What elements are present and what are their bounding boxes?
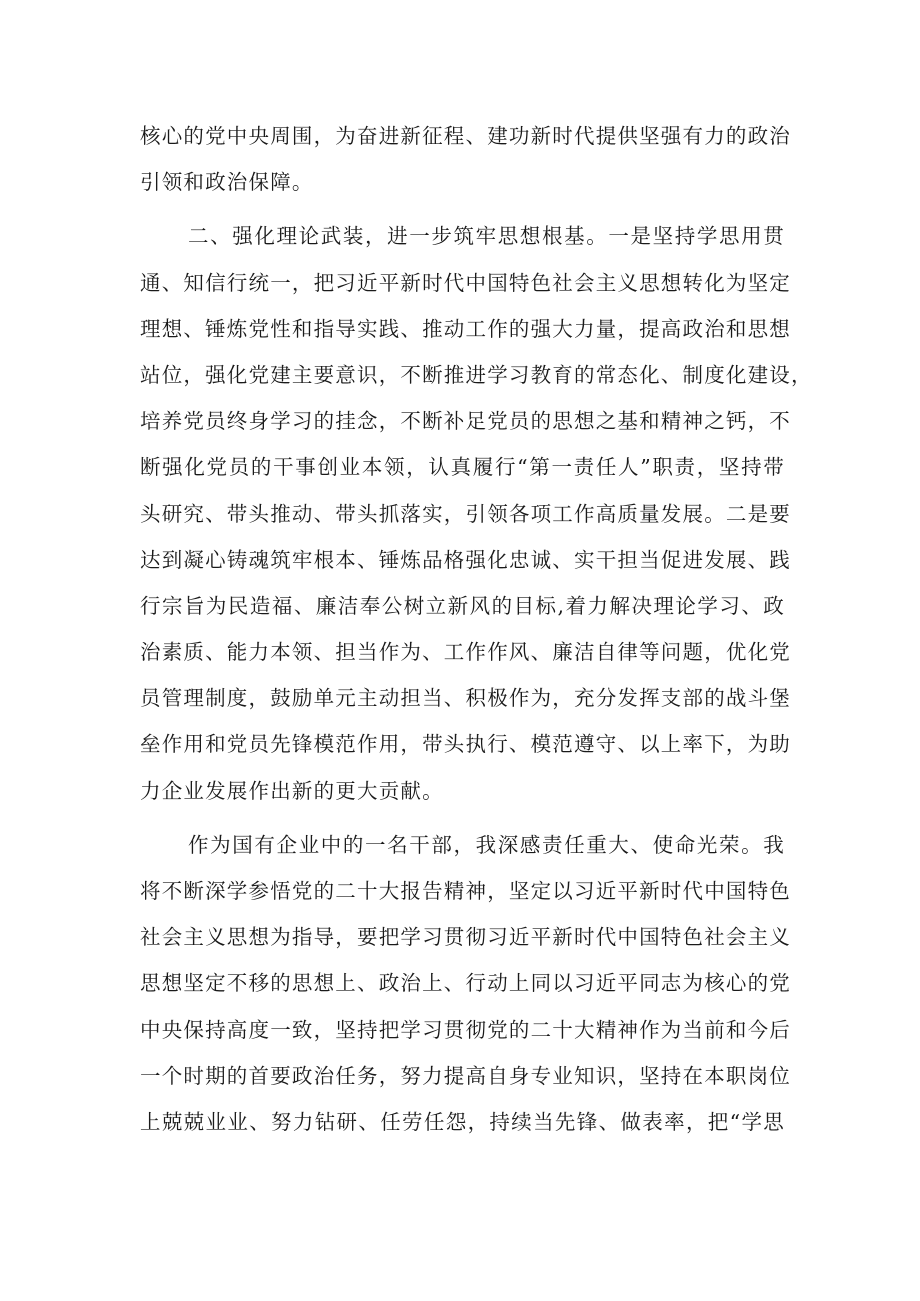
text-line: 社会主义思想为指导，要把学习贯彻习近平新时代中国特色社会主义 (140, 925, 791, 950)
text-line: 核心的党中央周围，为奋进新征程、建功新时代提供坚强有力的政治 (140, 124, 791, 148)
paragraph-1 (140, 113, 791, 205)
text-line: 中央保持高度一致，坚持把学习贯彻党的二十大精神作为当前和今后 (140, 1017, 791, 1042)
text-line: 将不断深学参悟党的二十大报告精神，坚定以习近平新时代中国特色 (140, 879, 791, 903)
text-line: 引领和政治保障。 (140, 170, 314, 195)
text-line: 员管理制度，鼓励单元主动担当、积极作为，充分发挥支部的战斗堡 (140, 686, 791, 711)
text-line: 达到凝心铸魂筑牢根本、锤炼品格强化忠诚、实干担当促进发展、践 (140, 547, 791, 572)
paragraph-2 (140, 213, 813, 813)
paragraph-3 (140, 822, 791, 1145)
text-line: 力企业发展作出新的更大贡献。 (140, 778, 444, 803)
text-line: 一个时期的首要政治任务，努力提高自身专业知识，坚持在本职岗位 (140, 1063, 791, 1088)
text-line: 垒作用和党员先锋模范作用，带头执行、模范遵守、以上率下，为助 (140, 732, 791, 757)
text-line: 培养党员终身学习的挂念，不断补足党员的思想之基和精神之钙，不 (140, 409, 791, 434)
text-line: 断强化党员的干事创业本领，认真履行“第一责任人”职责，坚持带 (140, 455, 785, 480)
text-line: 行宗旨为民造福、廉洁奉公树立新风的目标,着力解决理论学习、政 (140, 593, 785, 618)
text-line: 作为国有企业中的一名干部，我深感责任重大、使命光荣。我 (188, 832, 785, 857)
text-line: 上兢兢业业、努力钻研、任劳任怨，持续当先锋、做表率，把“学思 (140, 1109, 785, 1134)
text-line: 站位，强化党建主要意识，不断推进学习教育的常态化、制度化建设， (140, 362, 813, 387)
text-line: 通、知信行统一，把习近平新时代中国特色社会主义思想转化为坚定 (140, 270, 791, 295)
text-line: 理想、锤炼党性和指导实践、推动工作的强大力量，提高政治和思想 (140, 316, 791, 341)
text-line: 治素质、能力本领、担当作为、工作作风、廉洁自律等问题，优化党 (140, 640, 791, 665)
text-line: 二、强化理论武装，进一步筑牢思想根基。一是坚持学思用贯 (188, 224, 785, 249)
document-body (140, 113, 813, 1145)
text-line: 思想坚定不移的思想上、政治上、行动上同以习近平同志为核心的党 (140, 971, 791, 996)
text-line: 头研究、带头推动、带头抓落实，引领各项工作高质量发展。二是要 (140, 501, 791, 526)
